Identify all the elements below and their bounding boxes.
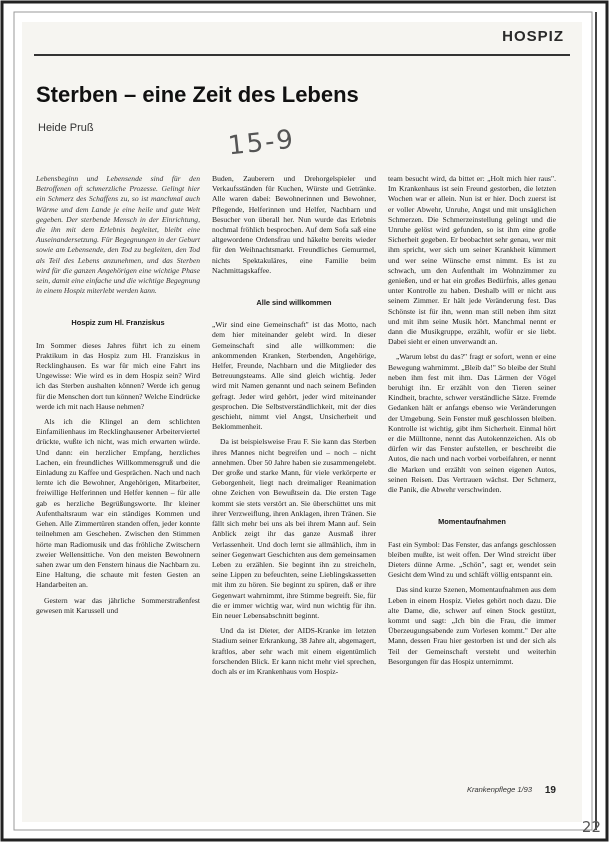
subhead-willkommen: Alle sind willkommen bbox=[256, 298, 332, 308]
column-3 bbox=[388, 174, 556, 672]
journal-source: Krankenpflege 1/93 bbox=[466, 785, 532, 794]
paragraph: „Warum lebst du das?" fragt er sofort, wenn er eine Bewegung wahrnimmt. „Bleib da!" So bleibe der Stuhl neben ihm fest mit ihm. Das Lärmen der Vögel beruhigt ihn. Er erzählt von den Tieren seiner Kindheit, brachte, schwer verständliche Sätze. Fremde Gedanken hält er anfangs ebenso wie Veränderungen der Umgebung. Sein Fenster muß geschlossen bleiben. Kontrolle ist wichtig, gibt ihm Sicherheit. Einmal hört er die Mülltonne, nennt das Autokennzeichen. Als ob dürfen wir das Fenster aufstellen, er beschreibt die Autos, die nach und nach vorbei vorbeifahren, er nennt die Marken und erzählt von seinen eigenen Autos, seinen Reisen. Das Vertrauen wächst. Der Schmerz, die Panik, die Abwehr verschwinden. bbox=[388, 352, 556, 495]
paragraph: Und da ist Dieter, der AIDS-Kranke im letzten Stadium seiner Erkrankung, 38 Jahre alt, abgemagert, kraftlos, aber sehr wach mit einem eigentümlich forschenden Blick. Er kann nicht mehr viel sprechen, doch als er im Krankenhaus vom Hospiz- bbox=[212, 626, 376, 676]
section-divider bbox=[34, 54, 570, 56]
subhead-momentaufnahmen: Momentaufnahmen bbox=[438, 517, 506, 527]
article-author: Heide Pruß bbox=[38, 122, 94, 134]
handwritten-note: 15-9 bbox=[226, 124, 297, 162]
paragraph: Das sind kurze Szenen, Momentaufnahmen aus dem Leben in einem Hospiz. Vieles gehört noch dazu. Die alte Dame, die, schwer auf einen Stock gestützt, kommt und sagt: „Ich bin die Frau, die immer Überzeugungsabende zum Vorlesen kommt." Der alte Mann, dessen Frau hier gestorben ist und der sich als Teil der Gemeinschaft versteht und weiterhin Besorgungen für das Hospiz unternimmt. bbox=[388, 585, 556, 666]
paragraph: Buden, Zauberern und Drehorgelspieler und Verkaufsständen für Kuchen, Würste und Getränke. Alle waren dabei: Bewohnerinnen und Bewohner, Pflegende, Helferinnen und Helfer, Nachbarn und Besucher von überall her. Nun wurde das Erlebnis nochmal fröhlich besprochen. Auf dem Sofa saß eine altgewordene Ordensfrau und häkelte bereits wieder für den Weihnachtsmarkt. Freundliches Gemurmel, nichts Spektakuläres, eine Familie beim Nachmittagskaffee. bbox=[212, 174, 376, 275]
paragraph: Als ich die Klingel an dem schlichten Einfamilienhaus im Recklinghausener Arbeiterviertel drückte, wußte ich nicht, was mich erwarten würde. Und dann: ein herzlicher Empfang, herzliches Lachen, ein freundliches Willkommensgruß und die Einladung zu Kaffee und Gesprächen. Nach und nach lernte ich die Bewohner, Angehörigen, Mitarbeiter, freiwillige Helferinnen und Helfer kennen – für alle gab es herzliche Begrüßungsworte. Ihr kleiner Aufenthaltsraum war ein ständiges Kommen und Gehen. Alle Zimmertüren standen offen, jeder konnte teilnehmen am Geschehen. Zwischen den Stimmen hörte man Radiomusik und das fröhliche Zwitschern zweier Wellensittiche. Von den meisten Bewohnern sahen zwar um den Fenstern hinaus die Nachbarn zu. Eine Haltung, die schaute mit festen Gesten an Handarbeiten an. bbox=[36, 417, 200, 590]
paragraph: „Wir sind eine Gemeinschaft" ist das Motto, nach dem hier miteinander gelebt wird. In dieser Gemeinschaft sind alle willkommen: die ankommenden Kranken, Sterbenden, Angehörige, Helfer, Freunde, Nachbarn und die Mitglieder des Betreuungsteams. Alle sind gleich wichtig. Jeder wird mit Namen genannt und nach seinem Befinden gefragt. Jeder wird gehört, jeder wird miteinander gesprochen. Die Selbstverständlichkeit, mit der dies geschieht, nimmt viel Angst, Unsicherheit und Beklommenheit. bbox=[212, 320, 376, 432]
subhead-hospiz: Hospiz zum Hl. Franziskus bbox=[71, 318, 165, 328]
section-label: HOSPIZ bbox=[502, 28, 564, 45]
paragraph: Fast ein Symbol: Das Fenster, das anfangs geschlossen bleiben mußte, ist weit offen. Der Wind streicht über Dieters dünne Arme. „Schön", sagt er, wendet sein Gesicht dem Wind zu und schläft völlig entspannt ein. bbox=[388, 539, 556, 580]
article-title: Sterben – eine Zeit des Lebens bbox=[36, 82, 359, 107]
page-number: 19 bbox=[544, 785, 556, 796]
paragraph: team besucht wird, da bittet er: „Holt mich hier raus". Im Krankenhaus ist sein Freund gestorben, die letzten Wochen war er allein. Nun ist er hier. Doch zuerst ist er voller Abwehr, Unruhe, Angst und mit unsäglichen Schmerzen. Die Schmerzeinstellung gelingt und die Unruhe gelöst wird gefunden, so ist ihm eine große Sicherheit gegeben. Er beobachtet sehr genau, wer mit ihm spricht, wer sich um seiner Krankheit kümmert und wer seine Wünsche ernst nimmt. Es ist zu schwach, um den Aufenthalt im Wohnzimmer zu genießen, und er hat ein großes Bedürfnis, alles genau unter Kontrolle zu haben. Deshalb will er nicht aus seinem Zimmer. Er hält jede Veränderung fest. Das Schönste ist für ihn, wenn man still neben ihm sitzt und mit ihm seine Musik hört. Manchmal nennt er dann die Musikgruppe, erzählt, wofür er sie liebt. Dabei sieht er einen unverwandt an. bbox=[388, 174, 556, 347]
handwritten-page-number: 22 bbox=[581, 818, 601, 836]
paragraph: Im Sommer dieses Jahres führt ich zu einem Praktikum in das Hospiz zum Hl. Franziskus in Recklinghausen. Es war für mich eine Fahrt ins Ungewisse: Wie wird es in dem Hospiz sein? Wird ich das Sterben aushalten können? Werde ich genug für die Menschen dort tun können? Welche Eindrücke werde ich mit nach Hause nehmen? bbox=[36, 340, 200, 411]
magazine-page bbox=[22, 22, 582, 822]
column-2 bbox=[212, 174, 376, 682]
column-1 bbox=[36, 174, 200, 621]
paragraph: Da ist beispielsweise Frau F. Sie kann das Sterben ihres Mannes nicht begreifen und – noch – nicht annehmen. Über 50 Jahre haben sie zusammengelebt. Der große und starke Mann, für viele verkörperte er Geborgenheit, liegt nach dreimaliger Reanimation ohne Zeichen von Bewußtsein da. Die ersten Tage kommt sie stets verstört an. Sie überschüttet uns mit ihrer Verzweiflung, ihren Anklagen, ihren Tränen. Sie fällt sich mehr bei uns als bei ihrem Mann auf. Sein Anblick zeigt ihr das ganze Ausmaß ihrer Verlassenheit. Und doch lernt sie allmählich, ihm in seiner Gegenwart Geschichten aus dem gemeinsamen Leben zu erzählen. Sie beginnt ihn zu streicheln, seine Lippen zu befeuchten, seine Lieblingskassetten mit ihm zu hören. Sie beginnt zu spüren, daß er ihre Gegenwart wahrnimmt, ihre Stimme begreift. Sie, für die er immer wichtig war, wird nun wichtig für ihn. Ein neuer Lebensabschnitt beginnt. bbox=[212, 437, 376, 620]
paragraph: Gestern war das jährliche Sommerstraßenfest gewesen mit Karussell und bbox=[36, 595, 200, 615]
article-lead: Lebensbeginn und Lebensende sind für den Betroffenen oft schmerzliche Prozesse. Gelingt hier ein Schmerz des Schaffens zu, so ist manchmal auch Wärme und dem Lande je eine heile und gute Welt gegeben. Der sterbende Mensch in der Einrichtung, die ihn mit dem Erlebnis begleitet, bleibt eine Auseinandersetzung. Für Begegnungen in der Geburt sowie am Lebensende, den Tod zu begleiten, den Tod als Teil des Lebens anzunehmen, und das Sterben wird für die ganzen Angehörigen eine wichtige Phase sein, damit eine einfache und die wichtige Begegnung in einem Hospiz miterlebt werden kann. bbox=[36, 174, 200, 296]
